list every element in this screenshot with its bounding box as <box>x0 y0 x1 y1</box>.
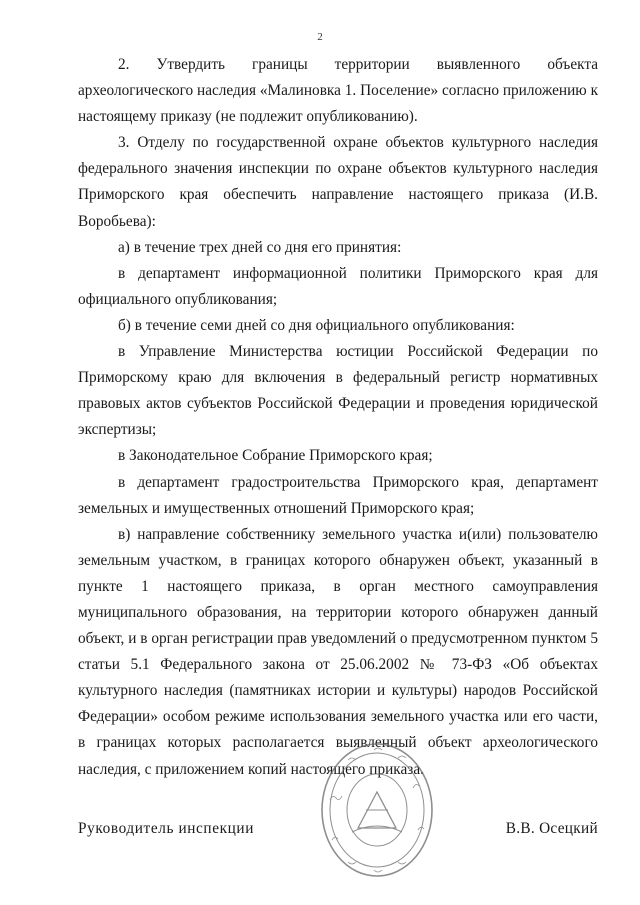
paragraph: в Законодательное Собрание Приморского края; <box>118 447 433 465</box>
page-number: 2 <box>317 31 323 43</box>
signature-block <box>78 816 598 842</box>
paragraph: в) направление собственнику земельного участка и(или) пользователю земельным участком, в границах которого обнаружен объект, указанный в пункте 1 настоящего приказа, в орган местного самоуправления муниципального образования, на территории которого обнаружен данный объект, и в орган регистрации прав уведомлений о предусмотренном пунктом 5 статьи 5.1 Федерального закона от 25.06.2002 № 73-ФЗ «Об объектах культурного наследия (памятниках истории и культуры) народов Российской Федерации» особом режиме использования земельного участка или его части, в границах которых располагается выявленный объект археологического наследия, с приложением копий настоящего приказа. <box>78 525 598 778</box>
paragraph: в департамент информационной политики Приморского края для официального опубликования; <box>78 264 598 308</box>
signatory-title: Руководитель инспекции <box>78 820 254 837</box>
paragraph: в департамент градостроительства Приморского края, департамент земельных и имущественных отношений Приморского края; <box>78 473 598 517</box>
paragraph: а) в течение трех дней со дня его принятия: <box>118 238 402 256</box>
official-seal-icon <box>318 740 436 880</box>
paragraph: б) в течение семи дней со дня официального опубликования: <box>118 316 515 334</box>
document-body <box>78 52 598 783</box>
paragraph: 3. Отделу по государственной охране объектов культурного наследия федерального значения инспекции по охране объектов культурного наследия Приморского края обеспечить направление настоящего приказа (И.В. Воробьева): <box>78 134 598 230</box>
paragraph: в Управление Министерства юстиции Российской Федерации по Приморскому краю для включения в федеральный регистр нормативных правовых актов субъектов Российской Федерации и проведения юридической экспертизы; <box>78 343 598 439</box>
paragraph: 2. Утвердить границы территории выявленного объекта археологического наследия «Малиновка 1. Поселение» согласно приложению к настоящему приказу (не подлежит опубликованию). <box>78 56 598 126</box>
signatory-name: В.В. Осецкий <box>505 820 598 837</box>
